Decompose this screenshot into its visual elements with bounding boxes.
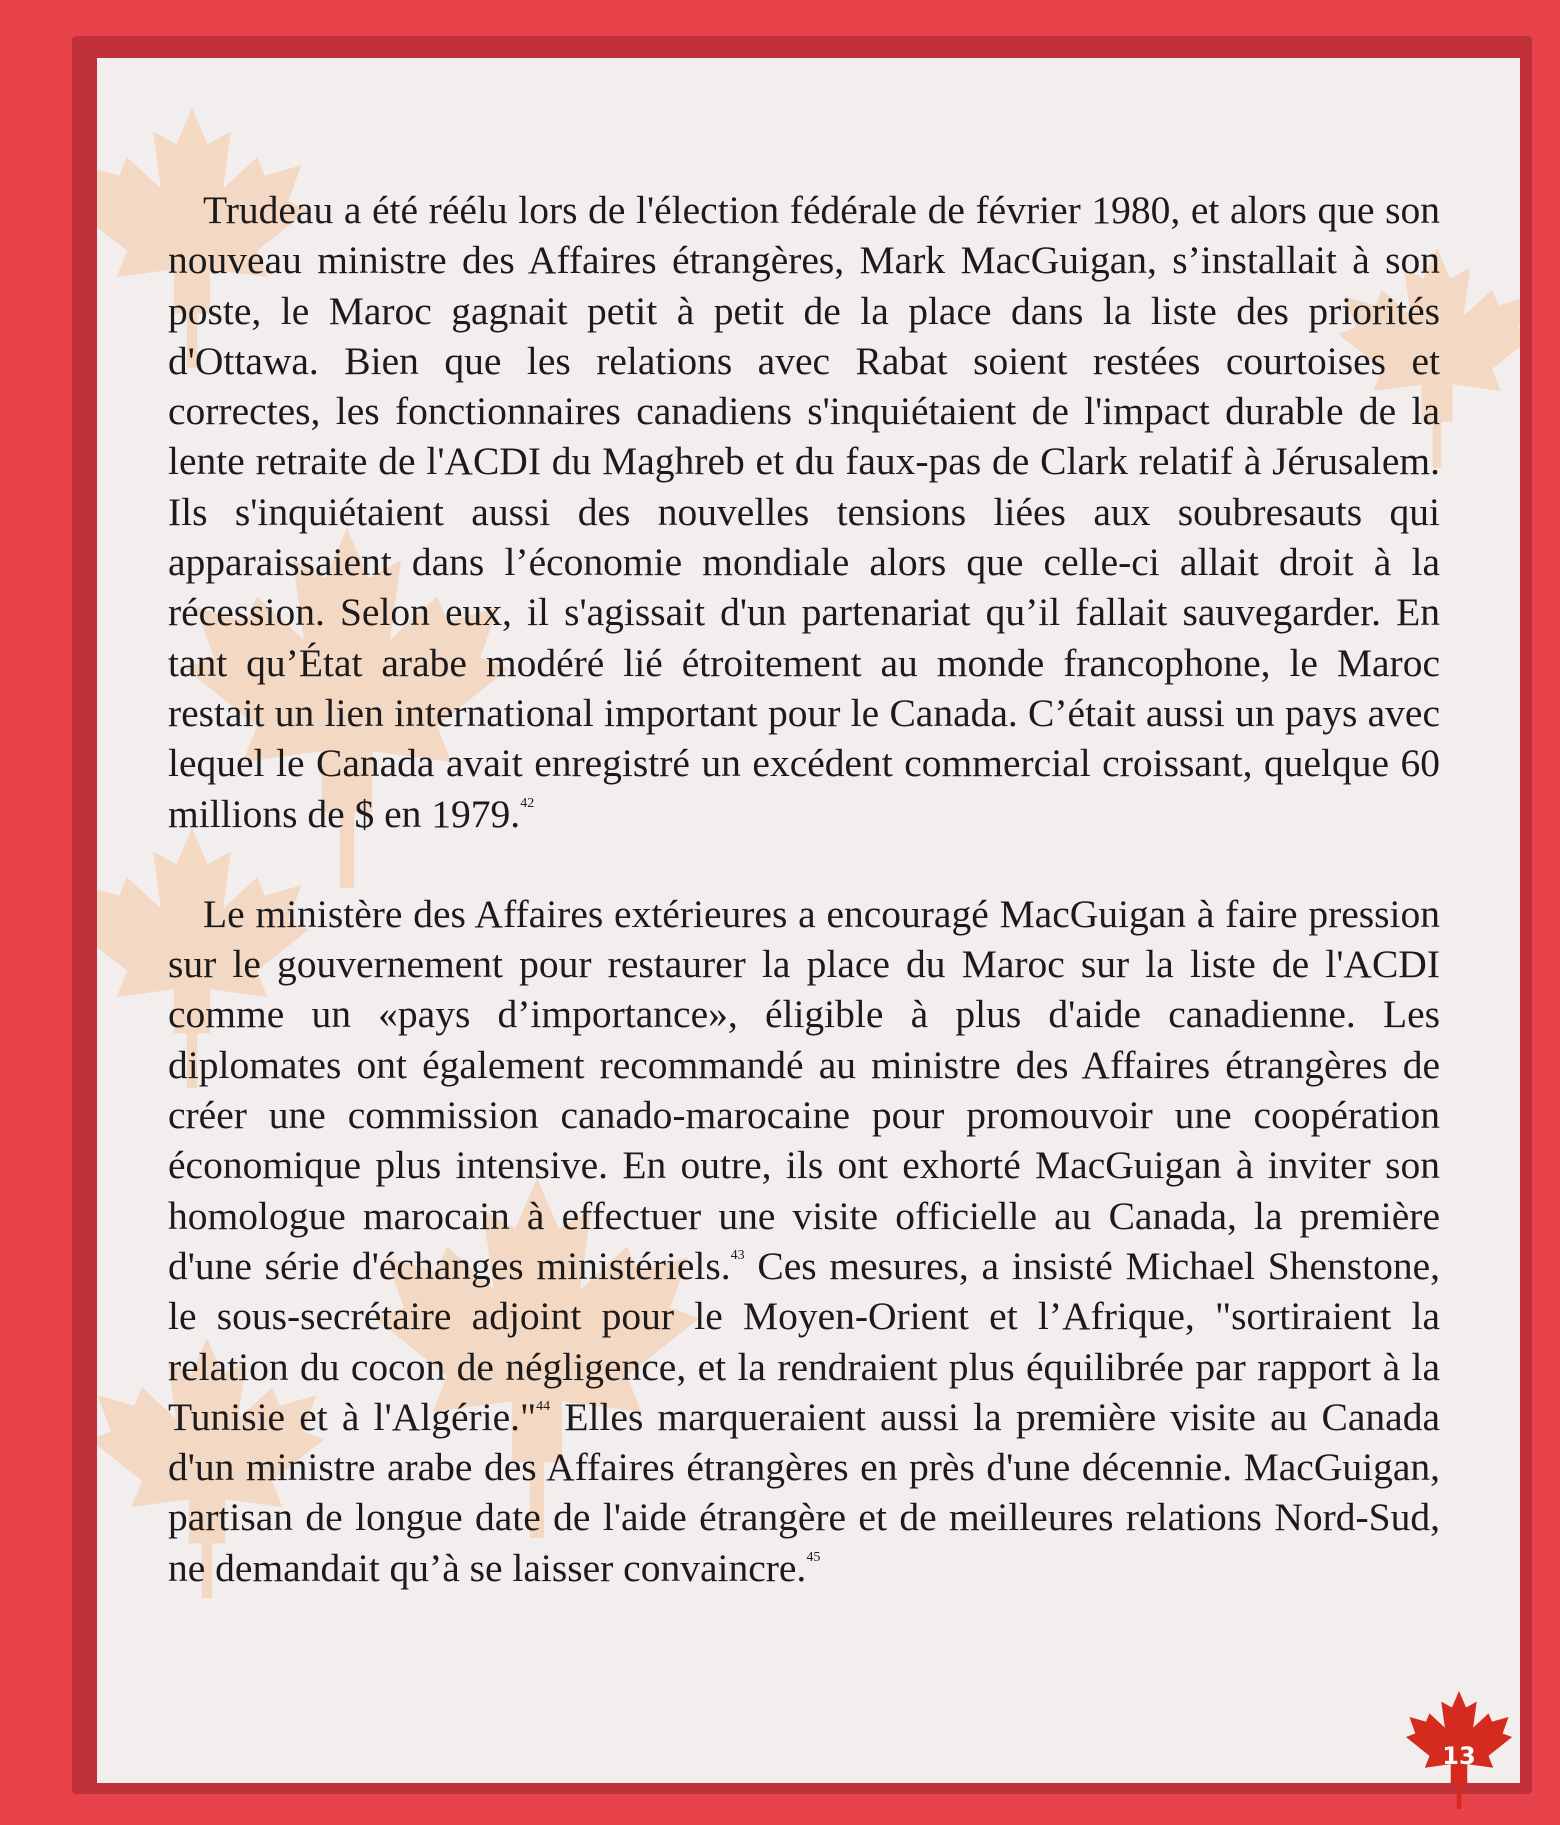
paragraph-2-text: Ces mesures, a insisté Michael Shenstone, le sous-secrétaire adjoint pour le Moyen-Orient et l’Afrique, "sortiraient la relation du cocon de négligence, et la rendraient plus équilibrée par rapport à la Tunisie et à l'Algérie." (168, 1243, 1440, 1439)
paragraph-1 (168, 185, 1440, 839)
footnote-ref[interactable]: 44 (536, 1398, 551, 1414)
footnote-ref[interactable]: 45 (806, 1549, 821, 1565)
paragraph-2 (168, 889, 1440, 1593)
paragraph-2-text: Elles marqueraient aussi la première visite au Canada d'un ministre arabe des Affaires étrangères en près d'une décennie. MacGuigan, partisan de longue date de l'aide étrangère et de meilleures relations Nord-Sud, ne demandait qu’à se laisser convaincre. (168, 1394, 1441, 1590)
footnote-ref[interactable]: 43 (730, 1247, 745, 1263)
page-paper (97, 58, 1520, 1783)
footnote-ref[interactable]: 42 (520, 795, 535, 811)
paragraph-2-text: Le ministère des Affaires extérieures a encouragé MacGuigan à faire pression sur le gouvernement pour restaurer la place du Maroc sur la liste de l'ACDI comme un «pays d’importance», éligible à plus d'aide canadienne. Les diplomates ont également recommandé au ministre des Affaires étrangères de créer une commission canado-marocaine pour promouvoir une coopération économique plus intensive. En outre, ils ont exhorté MacGuigan à inviter son homologue marocain à effectuer une visite officielle au Canada, la première d'une série d'échanges ministériels. (168, 891, 1440, 1288)
paragraph-1-text: Trudeau a été réélu lors de l'élection fédérale de février 1980, et alors que son nouveau ministre des Affaires étrangères, Mark MacGuigan, s’installait à son poste, le Maroc gagnait petit à petit de la place dans la liste des priorités d'Ottawa. Bien que les relations avec Rabat soient restées courtoises et correctes, les fonctionnaires canadiens s'inquiétaient de l'impact durable de la lente retraite de l'ACDI du Maghreb et du faux-pas de Clark relatif à Jérusalem. Ils s'inquiétaient aussi des nouvelles tensions liées aux soubresauts qui apparaissaient dans l’économie mondiale alors que celle-ci allait droit à la récession. Selon eux, il s'agissait d'un partenariat qu’il fallait sauvegarder. En tant qu’État arabe modéré lié étroitement au monde francophone, le Maroc restait un lien international important pour le Canada. C’était aussi un pays avec lequel le Canada avait enregistré un excédent commercial croissant, quelque 60 millions de $ en 1979. (168, 188, 1440, 836)
body-text (168, 185, 1440, 1593)
page-number: 13 (1442, 1742, 1476, 1770)
